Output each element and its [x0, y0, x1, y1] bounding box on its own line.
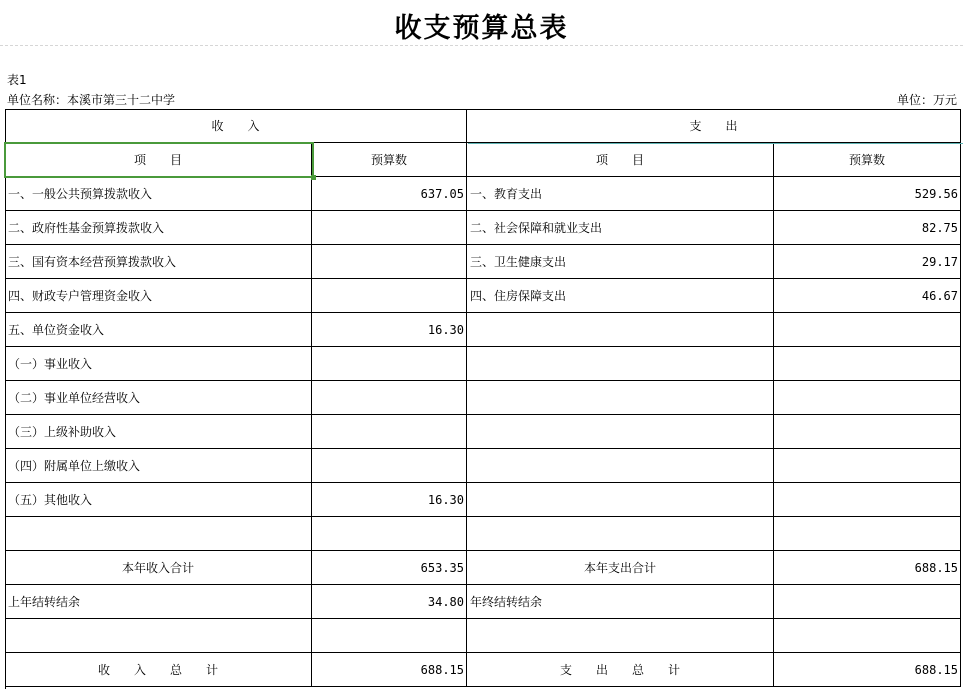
expense-item-cell[interactable] [467, 381, 774, 415]
income-item-cell[interactable]: 四、财政专户管理资金收入 [5, 279, 312, 313]
income-item-cell[interactable]: （三）上级补助收入 [5, 415, 312, 449]
page-title: 收支预算总表 [394, 13, 569, 44]
income-header[interactable]: 收 入 [5, 109, 467, 143]
income-budget-cell[interactable] [312, 415, 467, 449]
unit-label: 单位：万元 [896, 93, 957, 107]
income-item-col-header[interactable]: 项 目 [5, 143, 312, 177]
expense-budget-cell[interactable] [774, 347, 961, 381]
income-item-cell[interactable]: 一、一般公共预算拨款收入 [5, 177, 312, 211]
expense-item-cell[interactable] [467, 449, 774, 483]
unit-name: 单位名称：本溪市第三十二中学 [7, 93, 176, 107]
expense-header[interactable]: 支 出 [467, 109, 961, 143]
income-item-cell[interactable]: （五）其他收入 [5, 483, 312, 517]
income-item-cell[interactable]: 五、单位资金收入 [5, 313, 312, 347]
income-budget-cell[interactable] [312, 517, 467, 551]
income-budget-cell[interactable] [312, 245, 467, 279]
income-item-cell[interactable]: 上年结转结余 [5, 585, 312, 619]
income-budget-cell[interactable]: 688.15 [312, 653, 467, 687]
expense-item-cell[interactable]: 二、社会保障和就业支出 [467, 211, 774, 245]
income-budget-cell[interactable]: 34.80 [312, 585, 467, 619]
expense-budget-cell[interactable] [774, 517, 961, 551]
table-number: 表1 [7, 73, 27, 87]
expense-budget-cell[interactable] [774, 381, 961, 415]
expense-budget-col-header[interactable]: 预算数 [774, 143, 961, 177]
expense-budget-cell[interactable] [774, 449, 961, 483]
expense-item-cell[interactable]: 年终结转结余 [467, 585, 774, 619]
income-budget-cell[interactable]: 637.05 [312, 177, 467, 211]
budget-table [5, 109, 961, 689]
income-budget-cell[interactable] [312, 347, 467, 381]
expense-budget-cell[interactable]: 82.75 [774, 211, 961, 245]
expense-budget-cell[interactable] [774, 483, 961, 517]
expense-budget-cell[interactable]: 688.15 [774, 551, 961, 585]
income-item-cell[interactable]: 收 入 总 计 [5, 653, 312, 687]
expense-item-cell[interactable]: 三、卫生健康支出 [467, 245, 774, 279]
expense-item-cell[interactable] [467, 313, 774, 347]
expense-item-cell[interactable] [467, 517, 774, 551]
expense-item-cell[interactable]: 一、教育支出 [467, 177, 774, 211]
income-budget-cell[interactable]: 16.30 [312, 483, 467, 517]
expense-budget-cell[interactable] [774, 415, 961, 449]
expense-budget-cell[interactable] [774, 619, 961, 653]
income-item-cell[interactable]: （二）事业单位经营收入 [5, 381, 312, 415]
income-item-cell[interactable] [5, 619, 312, 653]
expense-item-cell[interactable]: 四、住房保障支出 [467, 279, 774, 313]
income-item-cell[interactable] [5, 517, 312, 551]
expense-item-cell[interactable]: 本年支出合计 [467, 551, 774, 585]
sheet-gridline [0, 45, 963, 46]
income-item-cell[interactable]: （四）附属单位上缴收入 [5, 449, 312, 483]
income-item-cell[interactable]: 本年收入合计 [5, 551, 312, 585]
expense-item-col-header[interactable]: 项 目 [467, 143, 774, 177]
income-item-cell[interactable]: 二、政府性基金预算拨款收入 [5, 211, 312, 245]
income-budget-cell[interactable] [312, 449, 467, 483]
expense-item-cell[interactable]: 支 出 总 计 [467, 653, 774, 687]
expense-budget-cell[interactable]: 529.56 [774, 177, 961, 211]
income-item-cell[interactable]: 三、国有资本经营预算拨款收入 [5, 245, 312, 279]
income-budget-cell[interactable]: 653.35 [312, 551, 467, 585]
expense-item-cell[interactable] [467, 347, 774, 381]
expense-budget-cell[interactable] [774, 313, 961, 347]
income-item-cell[interactable]: （一）事业收入 [5, 347, 312, 381]
income-budget-cell[interactable]: 16.30 [312, 313, 467, 347]
expense-item-cell[interactable] [467, 415, 774, 449]
expense-budget-cell[interactable]: 46.67 [774, 279, 961, 313]
income-budget-cell[interactable] [312, 279, 467, 313]
income-budget-cell[interactable] [312, 619, 467, 653]
income-budget-cell[interactable] [312, 381, 467, 415]
income-budget-col-header[interactable]: 预算数 [312, 143, 467, 177]
frozen-pane-line [468, 143, 963, 144]
expense-budget-cell[interactable]: 29.17 [774, 245, 961, 279]
expense-item-cell[interactable] [467, 619, 774, 653]
income-budget-cell[interactable] [312, 211, 467, 245]
expense-budget-cell[interactable] [774, 585, 961, 619]
expense-item-cell[interactable] [467, 483, 774, 517]
expense-budget-cell[interactable]: 688.15 [774, 653, 961, 687]
